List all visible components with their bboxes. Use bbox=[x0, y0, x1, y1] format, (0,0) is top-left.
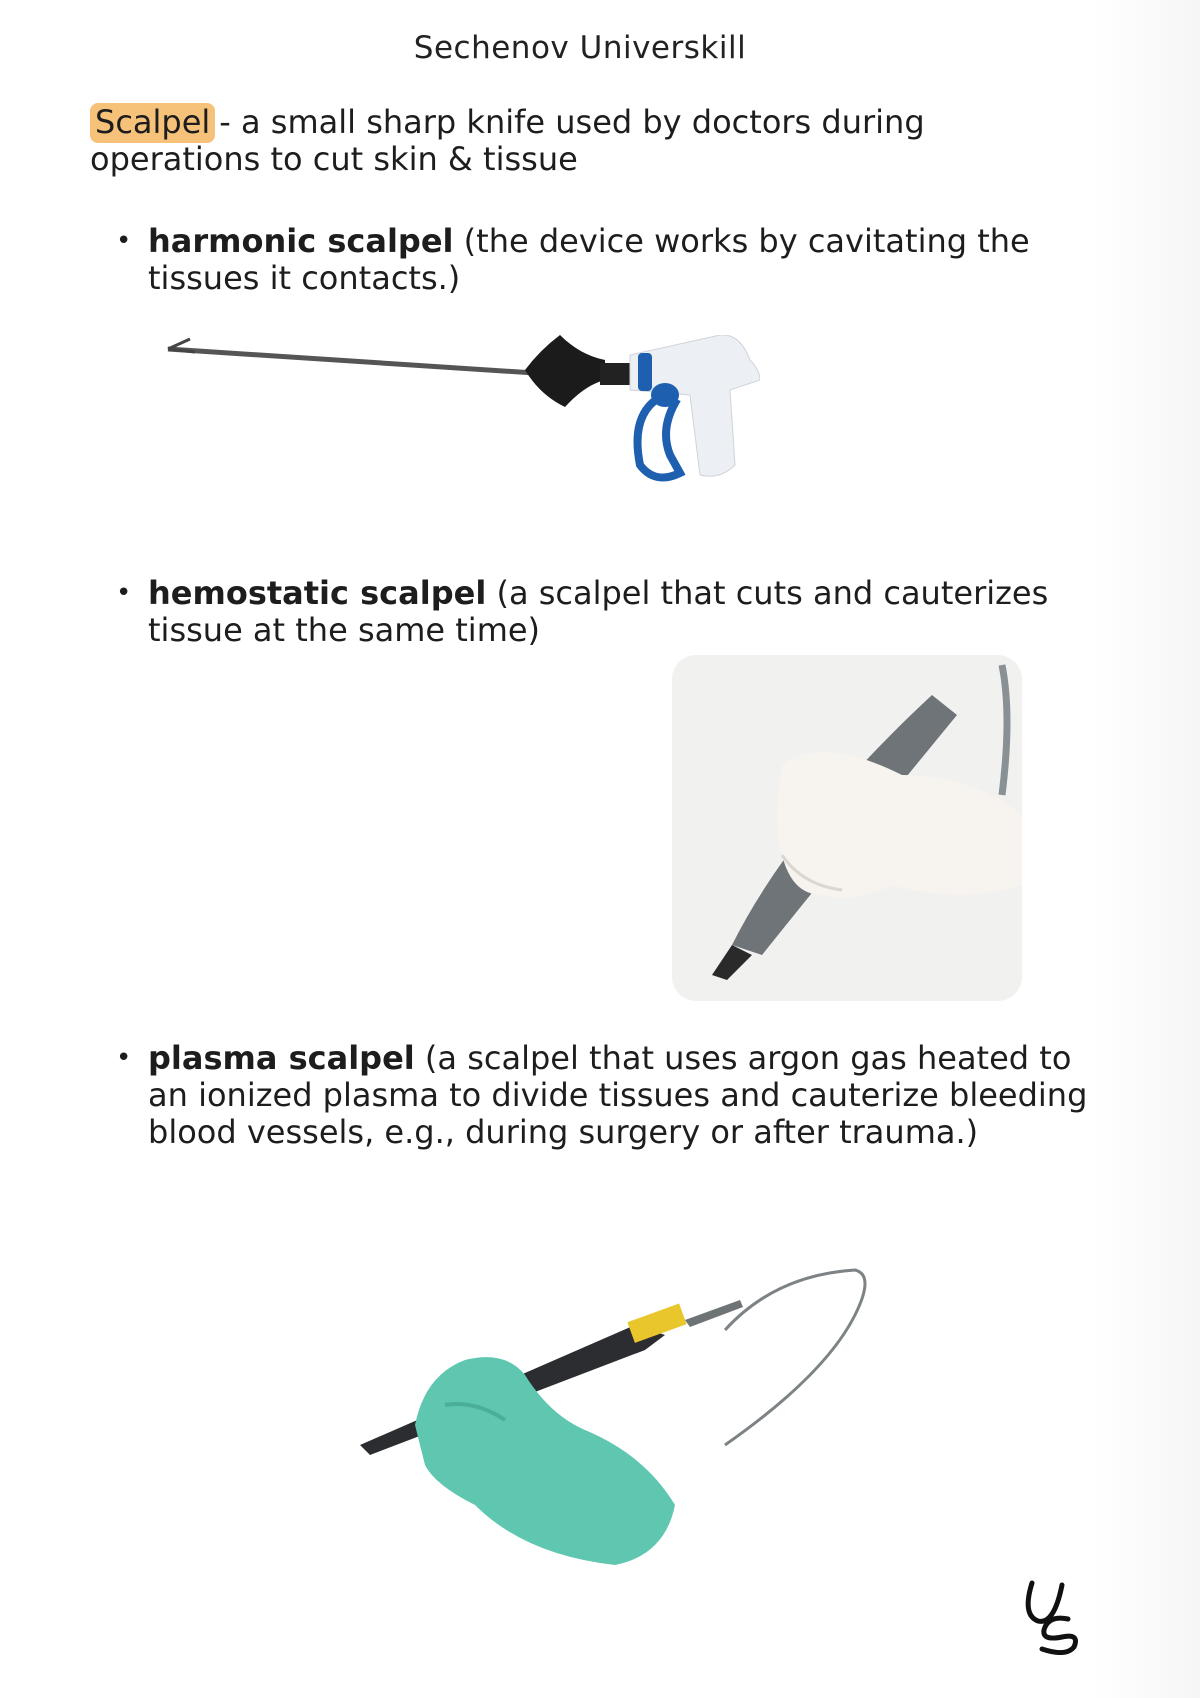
bullet-desc: (a scalpel that uses argon gas heated to an ionized plasma to divide tissues and cauterize bleeding blood vessels, e.g., during surgery or after trauma.) bbox=[148, 1039, 1088, 1151]
hemostatic-scalpel-image bbox=[672, 655, 1022, 1001]
universkill-logo bbox=[1018, 1575, 1090, 1655]
definition-text: - a small sharp knife used by doctors during operations to cut skin & tissue bbox=[90, 103, 925, 178]
bullet-term: harmonic scalpel bbox=[148, 222, 454, 260]
bullet-dot: • bbox=[116, 1043, 132, 1073]
bullet-dot: • bbox=[116, 226, 132, 256]
bullet-dot: • bbox=[116, 578, 132, 608]
page-edge-shade bbox=[1090, 0, 1200, 1698]
bullet-desc: (the device works by cavitating the tissues it contacts.) bbox=[148, 222, 1030, 297]
bullet-term: plasma scalpel bbox=[148, 1039, 415, 1077]
definition-paragraph bbox=[90, 104, 1050, 178]
bullet-desc: (a scalpel that cuts and cauterizes tissue at the same time) bbox=[148, 574, 1049, 649]
page-title: Sechenov Universkill bbox=[413, 30, 747, 66]
definition-term: Scalpel bbox=[90, 103, 215, 143]
plasma-scalpel-image bbox=[355, 1255, 875, 1575]
harmonic-scalpel-image bbox=[160, 335, 760, 535]
bullet-term: hemostatic scalpel bbox=[148, 574, 487, 612]
